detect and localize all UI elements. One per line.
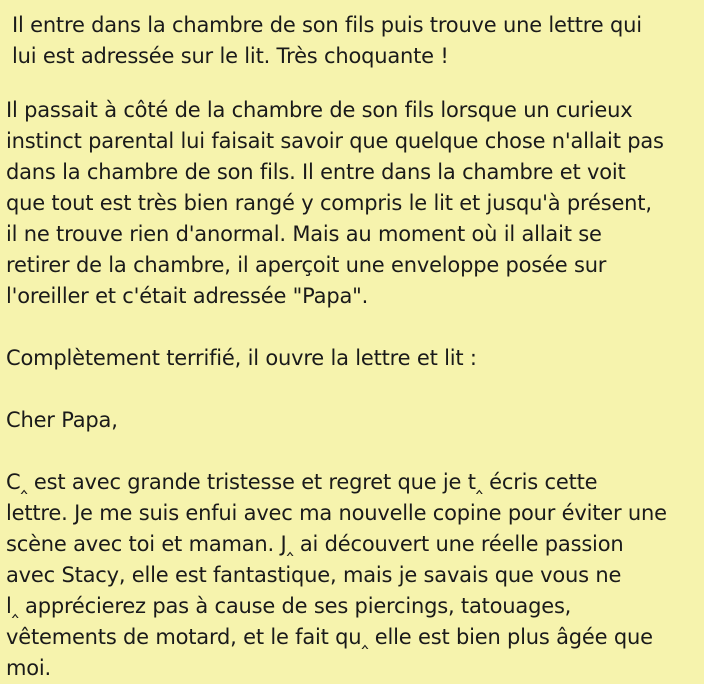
text-line: moi. [6,656,52,680]
text-line: avec Stacy, elle est fantastique, mais je savais que vous ne [6,563,622,587]
text-line: C‸ est avec grande tristesse et regret que je t‸ écris cette [6,470,598,494]
title-line: lui est adressée sur le lit. Très choquante ! [12,44,449,68]
text-line: Complètement terrifié, il ouvre la lettre et lit : [6,346,477,370]
paragraph-gap [6,436,698,467]
text-line: vêtements de motard, et le fait qu‸ elle est bien plus âgée que [6,625,653,649]
text-line: Il passait à côté de la chambre de son fils lorsque un curieux [6,98,633,122]
title-line: Il entre dans la chambre de son fils puis trouve une lettre qui [12,13,642,37]
text-line: instinct parental lui faisait savoir que quelque chose n'allait pas [6,129,664,153]
text-line: lettre. Je me suis enfui avec ma nouvelle copine pour éviter une [6,501,667,525]
letter-greeting [6,405,698,436]
text-line: il ne trouve rien d'anormal. Mais au moment où il allait se [6,222,602,246]
text-line: l'oreiller et c'était adressée "Papa". [6,284,369,308]
text-line: l‸ apprécierez pas à cause de ses piercings, tatouages, [6,594,572,618]
letter-paragraph [6,467,698,684]
text-line: Cher Papa, [6,408,118,432]
paragraph-gap [6,374,698,405]
text-line: dans la chambre de son fils. Il entre dans la chambre et voit [6,160,626,184]
text-line: retirer de la chambre, il aperçoit une enveloppe posée sur [6,253,607,277]
story-paragraph [6,95,698,312]
paragraph-gap [6,312,698,343]
text-line: que tout est très bien rangé y compris le lit et jusqu'à présent, [6,191,652,215]
story-paragraph [6,343,698,374]
article-title [12,10,698,72]
text-line: scène avec toi et maman. J‸ ai découvert une réelle passion [6,532,624,556]
